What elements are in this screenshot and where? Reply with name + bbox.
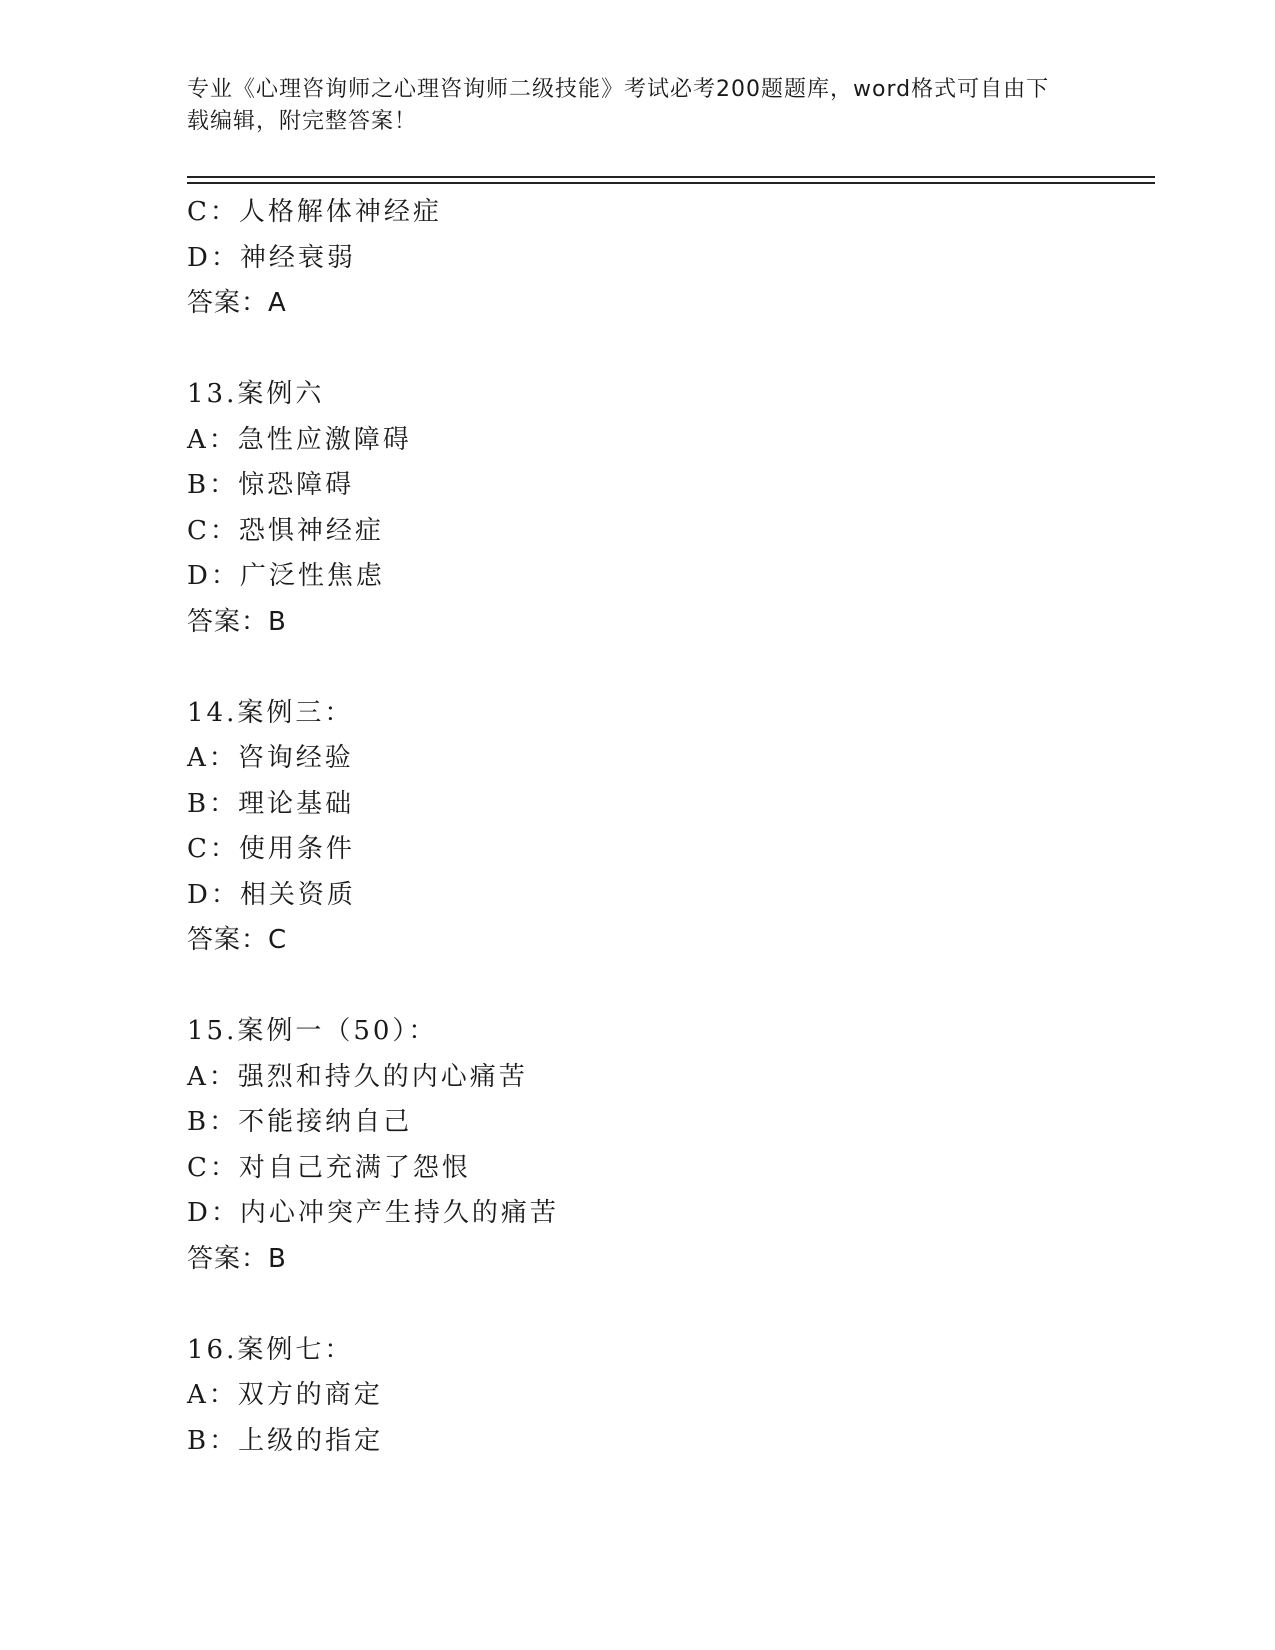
option-text: 不能接纳自己 [238,1107,413,1137]
option-text: 神经衰弱 [239,242,356,273]
option-a [187,1373,1155,1419]
question-stem: 14.案例三： [187,697,354,728]
question-stem: 15.案例一（50）： [187,1016,438,1046]
option-text: 咨询经验 [237,743,354,773]
option-text: 上级的指定 [238,1425,384,1456]
option-label: C： [187,834,239,864]
question-list [187,190,1155,1464]
option-label: C： [187,1152,239,1183]
option-d [187,1191,1155,1237]
option-c [187,1146,1155,1192]
answer-line: 答案：A [187,288,287,318]
spacer [187,1282,1155,1328]
option-text: 人格解体神经症 [238,197,442,227]
spacer [187,645,1155,691]
option-label: A： [187,743,238,773]
option-c [187,827,1155,873]
header-divider-top [187,176,1155,178]
option-text: 惊恐障碍 [238,470,355,500]
option-text: 理论基础 [238,788,355,819]
option-label: D： [187,879,240,910]
option-d [187,554,1155,600]
option-label: A： [187,424,238,455]
option-text: 相关资质 [239,879,356,910]
option-d [187,873,1155,919]
spacer [187,327,1155,373]
option-label: C： [187,197,239,227]
document-header: 专业《心理咨询师之心理咨询师二级技能》考试必考200题题库，word格式可自由下载编辑，附完整答案！ [187,77,1050,134]
option-a [187,736,1155,782]
option-d [187,236,1155,282]
header-divider-bottom [187,182,1155,184]
option-b [187,463,1155,509]
question-stem: 16.案例七： [187,1334,354,1365]
option-text: 使用条件 [238,834,355,864]
option-text: 内心冲突产生持久的痛苦 [239,1198,559,1228]
option-c [187,509,1155,555]
option-a [187,418,1155,464]
option-a [187,1055,1155,1101]
option-text: 对自己充满了怨恨 [238,1152,471,1183]
option-text: 恐惧神经症 [238,515,384,546]
answer-line: 答案：B [187,1243,287,1274]
option-label: D： [187,561,240,591]
option-label: C： [187,515,239,546]
option-label: A： [187,1380,238,1410]
option-text: 强烈和持久的内心痛苦 [237,1061,528,1092]
answer-line: 答案：B [187,606,287,637]
option-label: B： [187,1107,239,1137]
option-text: 广泛性焦虑 [239,561,385,591]
option-b [187,1419,1155,1465]
option-label: B： [187,1425,239,1456]
option-label: B： [187,788,239,819]
answer-line: 答案：C [187,925,288,955]
option-text: 双方的商定 [237,1380,383,1410]
option-b [187,782,1155,828]
option-label: B： [187,470,239,500]
option-c [187,190,1155,236]
spacer [187,964,1155,1010]
option-label: D： [187,242,240,273]
option-b [187,1100,1155,1146]
option-label: A： [187,1061,238,1092]
option-text: 急性应激障碍 [237,424,412,455]
option-label: D： [187,1198,240,1228]
question-stem: 13.案例六 [187,379,325,409]
